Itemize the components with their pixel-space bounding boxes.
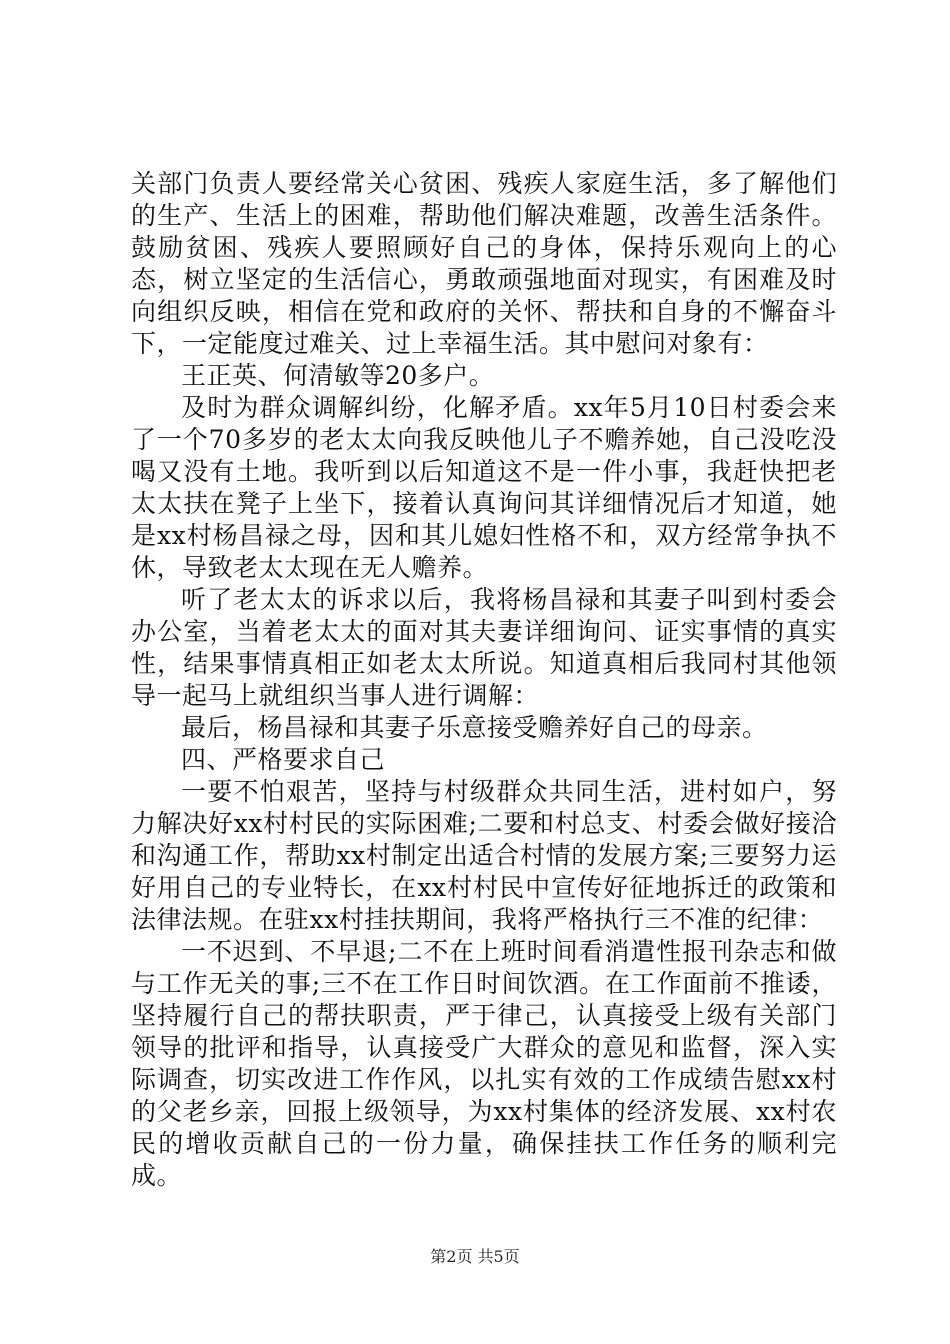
page-number-footer: 第2页 共5页 [430,1247,520,1266]
paragraph: 及时为群众调解纠纷，化解矛盾。xx年5月10日村委会来了一个70多岁的老太太向我反映他儿子不赡养她，自己没吃没喝又没有土地。我听到以后知道这不是一件小事，我赶快把老太太扶在凳子上坐下，接着认真询问其详细情况后才知道，她是xx村杨昌禄之母，因和其儿媳妇性格不和，双方经常争执不休，导致老太太现在无人赡养。 [131,393,837,582]
document-body [131,168,837,1192]
section-heading: 四、严格要求自己 [181,745,386,774]
paragraph: 一不迟到、不早退;二不在上班时间看消遣性报刊杂志和做与工作无关的事;三不在工作日时间饮酒。在工作面前不推诿，坚持履行自己的帮扶职责，严于律己，认真接受上级有关部门领导的批评和指导，认真接受广大群众的意见和监督，深入实际调查，切实改进工作作风，以扎实有效的工作成绩告慰xx村的父老乡亲，回报上级领导，为xx村集体的经济发展、xx村农民的增收贡献自己的一份力量，确保挂扶工作任务的顺利完成。 [131,937,837,1190]
paragraph: 最后，杨昌禄和其妻子乐意接受赡养好自己的母亲。 [181,713,768,742]
paragraph: 关部门负责人要经常关心贫困、残疾人家庭生活，多了解他们的生产、生活上的困难，帮助他们解决难题，改善生活条件。鼓励贫困、残疾人要照顾好自己的身体，保持乐观向上的心态，树立坚定的生活信心，勇敢顽强地面对现实，有困难及时向组织反映，相信在党和政府的关怀、帮扶和自身的不懈奋斗下，一定能度过难关、过上幸福生活。其中慰问对象有： [131,169,837,358]
paragraph: 王正英、何清敏等20多户。 [181,361,495,390]
paragraph: 听了老太太的诉求以后，我将杨昌禄和其妻子叫到村委会办公室，当着老太太的面对其夫妻详细询问、证实事情的真实性，结果事情真相正如老太太所说。知道真相后我同村其他领导一起马上就组织当事人进行调解： [131,585,837,710]
paragraph: 一要不怕艰苦，坚持与村级群众共同生活，进村如户，努力解决好xx村村民的实际困难;二要和村总支、村委会做好接洽和沟通工作，帮助xx村制定出适合村情的发展方案;三要努力运好用自己的专业特长，在xx村村民中宣传好征地拆迁的政策和法律法规。在驻xx村挂扶期间，我将严格执行三不准的纪律： [131,777,837,934]
